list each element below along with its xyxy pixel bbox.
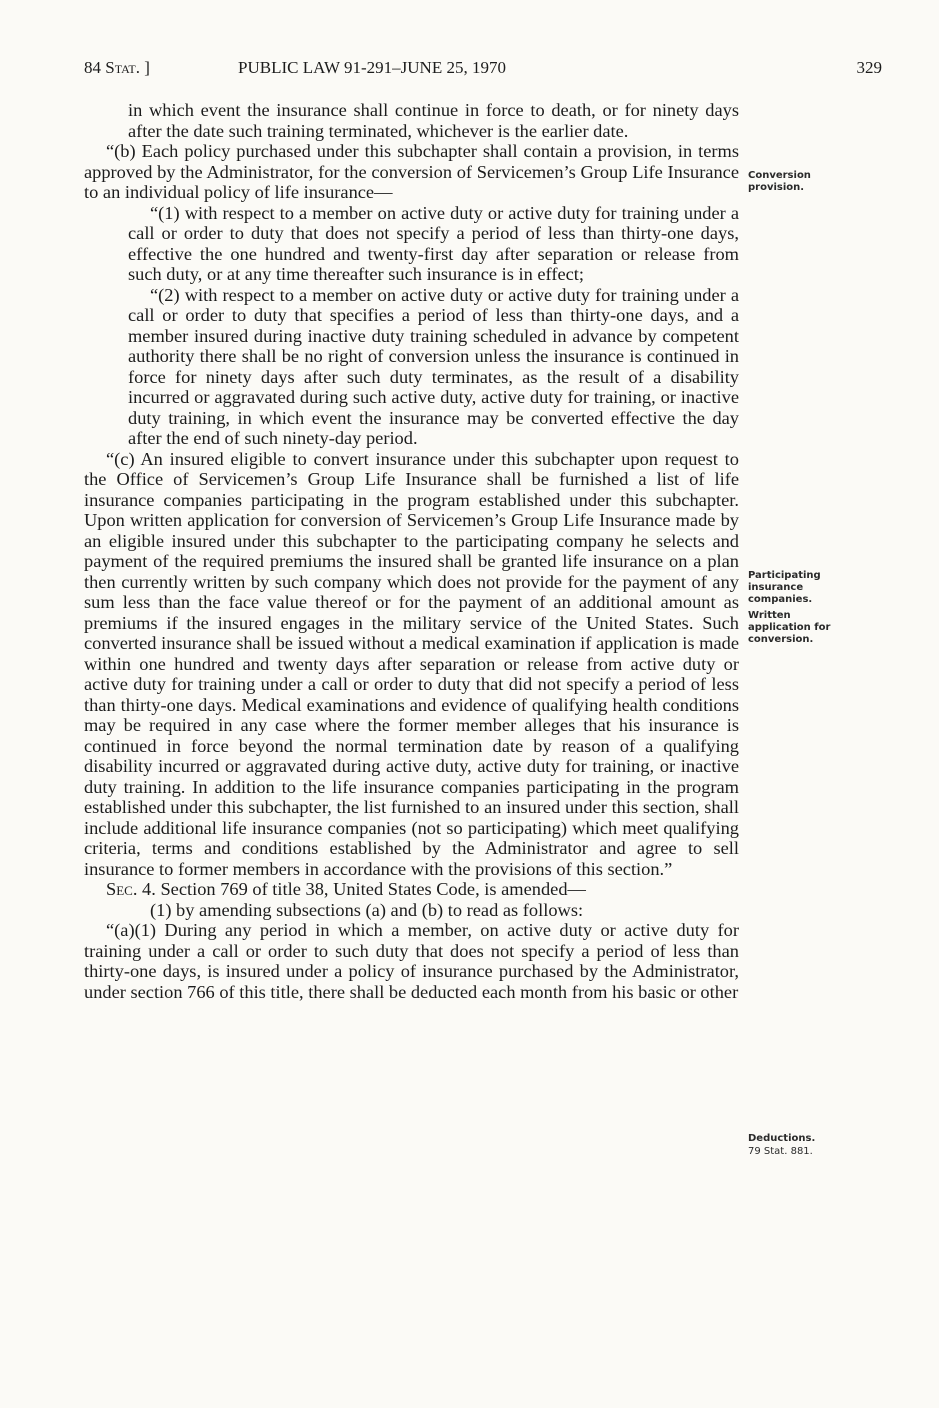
section-4 — [84, 879, 739, 900]
page-number: 329 — [856, 58, 882, 77]
margin-note-deductions-stat: 79 Stat. 881. — [748, 1146, 813, 1157]
section-4-text: Section 769 of title 38, United States Code, is amended— — [160, 879, 586, 899]
running-header — [84, 58, 882, 84]
margin-note-written: Written application for conversion. — [748, 610, 831, 645]
clause-2: “(2) with respect to a member on active duty or active duty for training under a call or order to duty that specifies a period of less than thirty-one days, and a member insured during inactive duty training scheduled in advance by competent authority there shall be no right of conversion unless the insurance is continued in force for ninety days after such duty terminates, as the result of a disability incurred or aggravated during such active duty, active duty for training, or inactive duty training, in which event the insurance may be converted effective the day after the end of such ninety-day period. — [128, 284, 739, 448]
margin-note-deductions: Deductions. — [748, 1133, 816, 1144]
law-title: PUBLIC LAW 91-291–JUNE 25, 1970 — [238, 58, 506, 77]
statute-volume: 84 Stat. ] — [84, 58, 150, 77]
paragraph-b: “(b) Each policy purchased under this subchapter shall contain a provision, in terms approved by the Administrator, for the conversion of Servicemen’s Group Life Insurance to an individual policy of life insurance— — [84, 141, 739, 202]
clause-1: “(1) with respect to a member on active duty or active duty for training under a call or order to duty that does not specify a period of less than thirty-one days, effective the one hundred and twenty-first day after separation or release from such duty, or at any time thereafter such insurance is in effect; — [128, 202, 739, 284]
subsection-a1: “(a)(1) During any period in which a member, on active duty or active duty for training under a call or order to such duty that does not specify a period of less than thirty-one days, is insured under a policy of insurance purchased by the Administrator, under section 766 of this title, there shall be deducted each month from his basic or other — [84, 920, 739, 1002]
section-label: Sec. 4. — [106, 879, 156, 899]
paragraph-continuation: in which event the insurance shall continue in force to death, or for ninety days after the date such training terminated, whichever is the earlier date. — [128, 100, 739, 141]
paragraph-c: “(c) An insured eligible to convert insurance under this subchapter upon request to the Office of Servicemen’s Group Life Insurance shall be furnished a list of life insurance companies participating in the program established under this subchapter. Upon written application for conversion of Servicemen’s Group Life Insurance made by an eligible insured under this subchapter to the participating company he selects and payment of the required premiums the insured shall be granted life insurance on a plan then currently written by such company which does not provide for the payment of any sum less than the face value thereof or for the payment of an additional amount as premiums if the insured engages in the military service of the United States. Such converted insurance shall be issued without a medical examination if application is made within one hundred and twenty days after separation or release from active duty or active duty for training under a call or order to duty that did not specify a period of less than thirty-one days. Medical examinations and evidence of qualifying health conditions may be required in any case where the former member alleges that his insurance is continued in force beyond the normal termination date by reason of a qualifying disability incurred or aggravated during active duty, active duty for training, or inactive duty training. In addition to the life insurance companies participating in the program established under this subchapter, the list furnished to an insured under this section, shall include additional life insurance companies (not so participating) which meet qualifying criteria, terms and conditions established by the Administrator and agree to sell insurance to former members in accordance with the provisions of this section.” — [84, 448, 739, 879]
margin-note-participating: Participating insurance companies. — [748, 570, 821, 605]
amendment-1: (1) by amending subsections (a) and (b) to read as follows: — [150, 899, 584, 920]
margin-note-conversion: Conversion provision. — [748, 170, 811, 193]
body-text — [84, 100, 739, 1002]
